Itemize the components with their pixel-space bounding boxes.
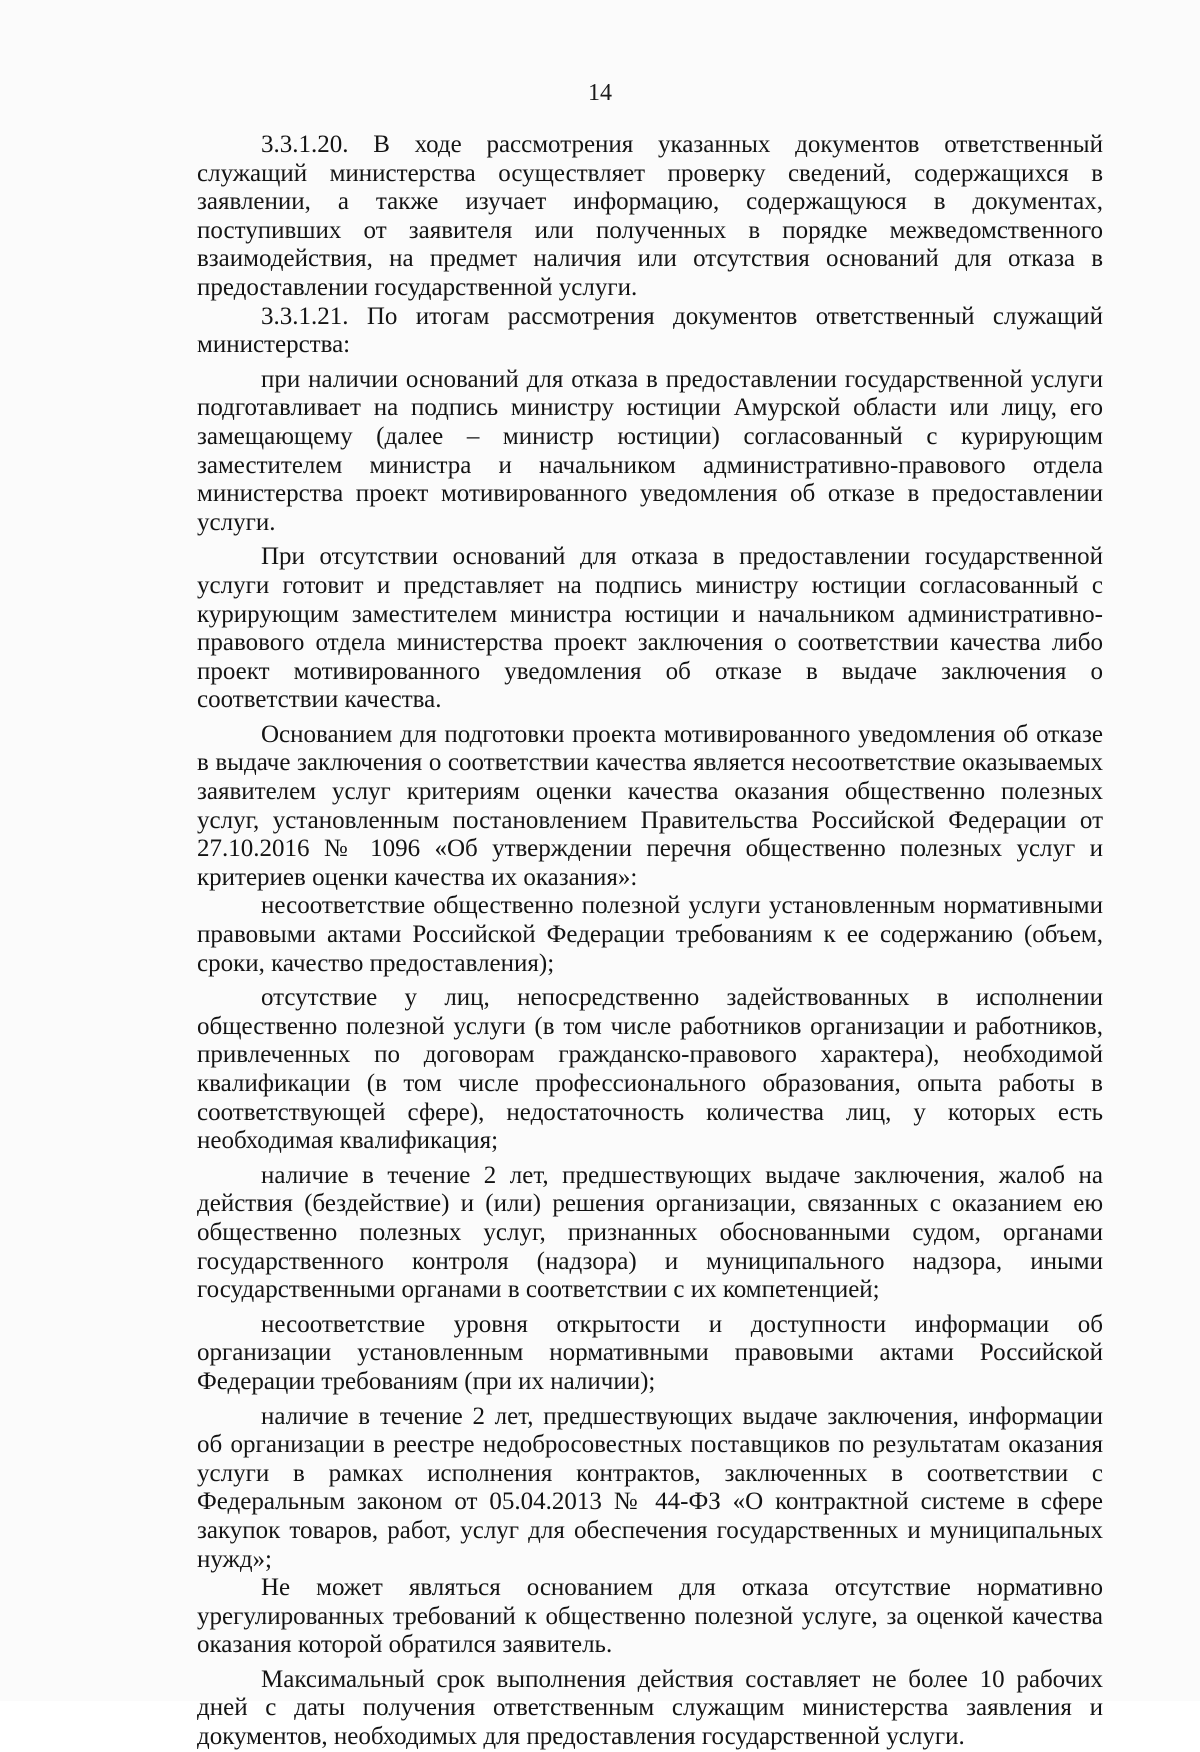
paragraph-basis: Основанием для подготовки проекта мотивированного уведомления об отказе в выдаче заключения о соответствии качества является несоответствие оказываемых заявителем услуг критериям оценки качества оказания общественно полезных услуг, установленным постановлением Правительства Российской Федерации от 27.10.2016 № 1096 «Об утверждении перечня общественно полезных услуг и критериев оценки качества их оказания»: [197,720,1103,891]
paragraph-refusal-grounds: при наличии оснований для отказа в предоставлении государственной услуги подготавливает на подпись министру юстиции Амурской области или лицу, его замещающему (далее – министр юстиции) согласованный с курирующим заместителем министра и начальником административно-правового отдела министерства проект мотивированного уведомления об отказе в предоставлении услуги. [197,365,1103,536]
list-item: наличие в течение 2 лет, предшествующих выдаче заключения, информации об организации в реестре недобросовестных поставщиков по результатам оказания услуги в рамках исполнения контрактов, заключенных в соответствии с Федеральным законом от 05.04.2013 № 44-ФЗ «О контрактной системе в сфере закупок товаров, работ, услуг для обеспечения государственных и муниципальных нужд»; [197,1402,1103,1573]
list-item: наличие в течение 2 лет, предшествующих выдаче заключения, жалоб на действия (бездействие) и (или) решения организации, связанных с оказанием ею общественно полезных услуг, признанных обоснованными судом, органами государственного контроля (надзора) и муниципального надзора, иными государственными органами в соответствии с их компетенцией; [197,1161,1103,1304]
list-item: отсутствие у лиц, непосредственно задействованных в исполнении общественно полезной услуги (в том числе работников организации и работников, привлеченных по договорам гражданско-правового характера), необходимой квалификации (в том числе профессионального образования, опыта работы в соответствующей сфере), недостаточность количества лиц, у которых есть необходимая квалификация; [197,984,1103,1155]
list-item: несоответствие уровня открытости и доступности информации об организации установленным нормативными правовыми актами Российской Федерации требованиям (при их наличии); [197,1310,1103,1395]
paragraph-max-term: Максимальный срок выполнения действия составляет не более 10 рабочих дней с даты получения ответственным служащим министерства заявления и документов, необходимых для предоставления государственной услуги. [197,1665,1103,1751]
paragraph-3-3-1-20: 3.3.1.20. В ходе рассмотрения указанных документов ответственный служащий министерства осуществляет проверку сведений, содержащихся в заявлении, а также изучает информацию, содержащуюся в документах, поступивших от заявителя или полученных в порядке межведомственного взаимодействия, на предмет наличия или отсутствия оснований для отказа в предоставлении государственной услуги. [197,131,1103,301]
paragraph-no-basis: Не может являться основанием для отказа отсутствие нормативно урегулированных требований к общественно полезной услуге, за оценкой качества оказания которой обратился заявитель. [197,1574,1103,1659]
list-item: несоответствие общественно полезной услуги установленным нормативными правовыми актами Российской Федерации требованиям к ее содержанию (объем, сроки, качество предоставления); [197,892,1103,977]
document-body [197,131,1103,1752]
paragraph-no-refusal-grounds: При отсутствии оснований для отказа в предоставлении государственной услуги готовит и представляет на подпись министру юстиции согласованный с курирующим заместителем министра юстиции и начальником административно-правового отдела министерства проект заключения о соответствии качества либо проект мотивированного уведомления об отказе в выдаче заключения о соответствии качества. [197,543,1103,714]
paragraph-3-3-1-21: 3.3.1.21. По итогам рассмотрения документов ответственный служащий министерства: [197,302,1103,359]
page-number: 14 [588,80,612,106]
